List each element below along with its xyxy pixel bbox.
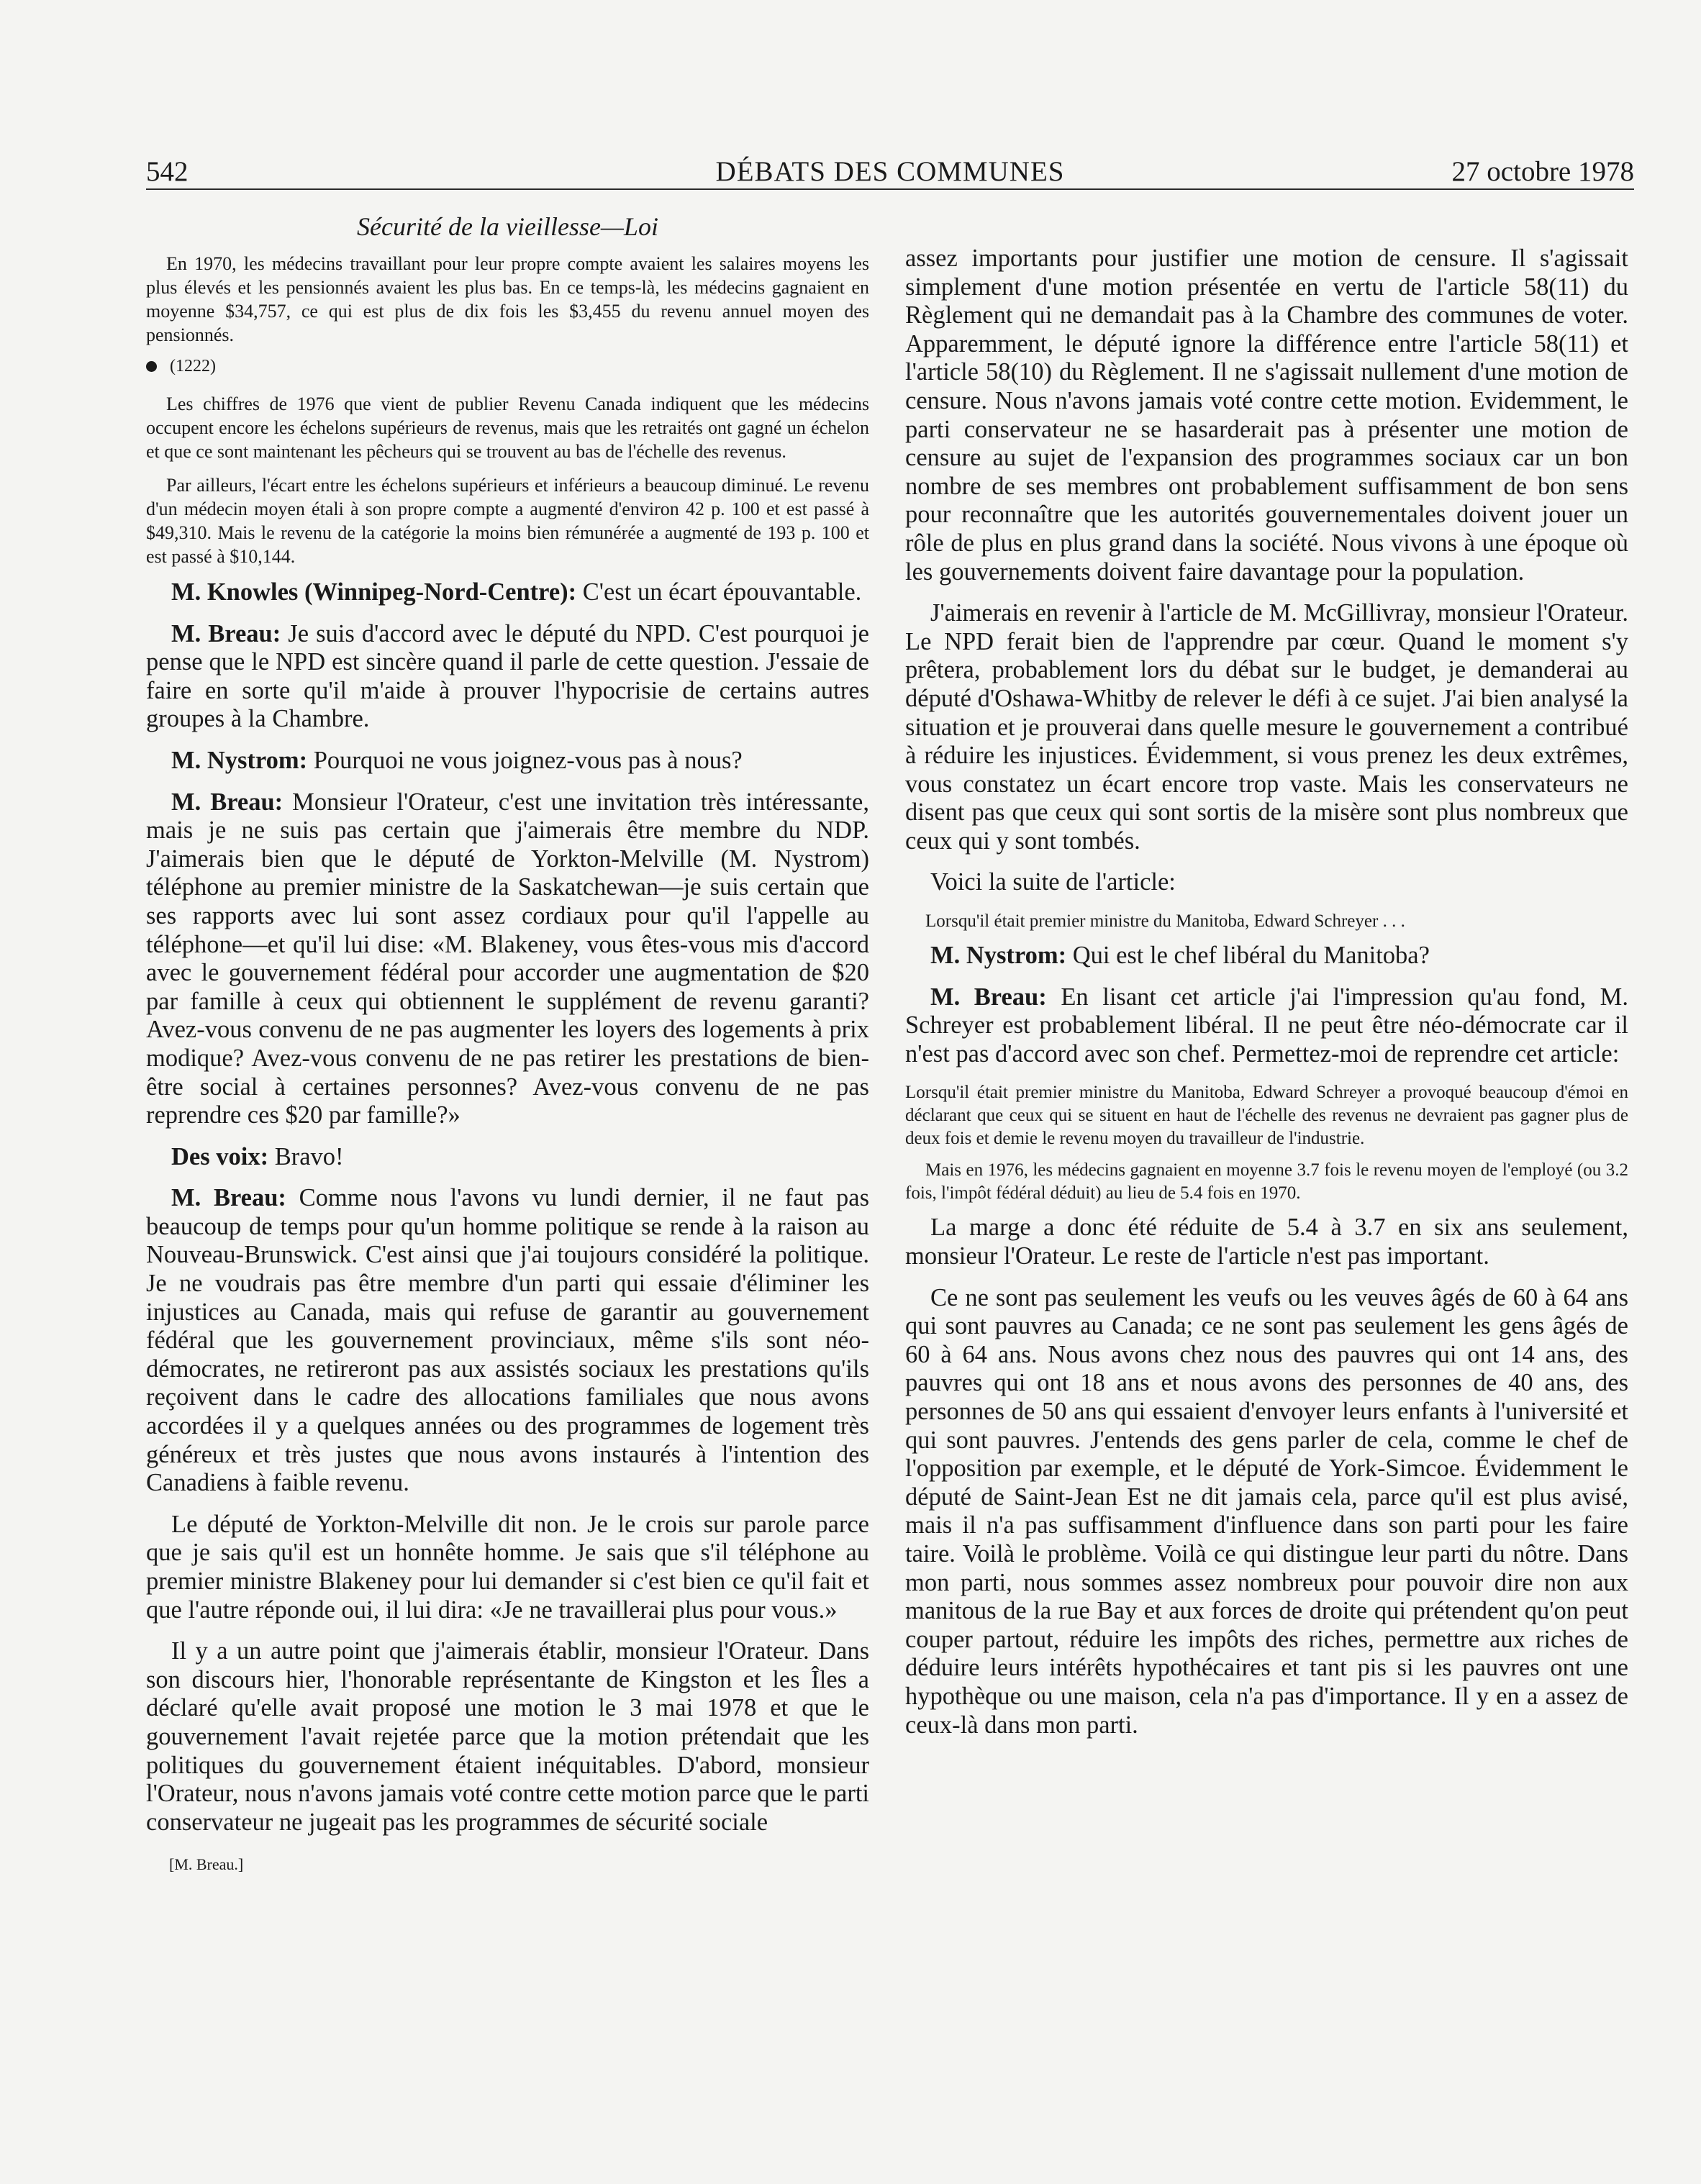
speech-paragraph xyxy=(146,788,869,1130)
quoted-paragraph: En 1970, les médecins travaillant pour leur propre compte avaient les salaires moyens les plus élevés et les pensionnés avaient les plus bas. En ce temps-là, les médecins gagnaient en moyenne $34,757, ce qui est plus de dix fois les $3,455 du revenu annuel moyen des pensionnés. xyxy=(146,253,869,345)
speech-text: En lisant cet article j'ai l'impression qu'au fond, M. Schreyer est probablement libéral. Il ne peut être néo-démocrate car il n'est pas d'accord avec son chef. Permettez-moi de reprendre cet article: xyxy=(905,983,1628,1068)
speech-text: Monsieur l'Orateur, c'est une invitation très intéressante, mais je ne suis pas certain que j'aimerais être membre du NDP. J'aimerais bien que le député de Yorkton-Melville (M. Nystrom) téléphone au premier ministre de la Saskatchewan—je suis certain que ses rapports avec lui sont assez cordiaux pour qu'il l'appelle au téléphone—et qu'il lui dise: «M. Blakeney, vous êtes-vous mis d'accord avec le gouvernement fédéral pour accorder une augmentation de $20 par famille à ceux qui obtiennent le supplément de revenu garanti? Avez-vous convenu de ne pas augmenter les loyers des logements à prix modique? Avez-vous convenu de ne pas retirer les prestations de bien-être social à certaines personnes? Avez-vous convenu de ne pas reprendre ces $20 par famille?» xyxy=(146,788,869,1129)
speech-paragraph xyxy=(905,942,1628,970)
speech-text: C'est un écart épouvantable. xyxy=(576,578,862,606)
quoted-paragraph: Lorsqu'il était premier ministre du Manitoba, Edward Schreyer . . . xyxy=(925,911,1405,932)
issue-date: 27 octobre 1978 xyxy=(1451,156,1634,187)
publication-title: DÉBATS DES COMMUNES xyxy=(715,156,1065,187)
speech-paragraph xyxy=(146,747,869,775)
speech-paragraph xyxy=(146,620,869,734)
bullet-icon xyxy=(146,361,157,372)
left-column xyxy=(146,203,869,1874)
time-marker xyxy=(146,357,869,376)
speech-paragraph: J'aimerais en revenir à l'article de M. McGillivray, monsieur l'Orateur. Le NPD ferait bien de l'apprendre par cœur. Quand le moment s'y prêtera, probablement lors du débat sur le budget, je demanderai au député d'Oshawa-Whitby de relever le défi à ce sujet. J'ai bien analysé la situation et je prouverai dans quelle mesure le gouvernement a contribué à réduire les injustices. Évidemment, si vous prenez les deux extrêmes, vous constatez un écart encore trop vaste. Mais les conservateurs ne disent pas que ceux qui sont sortis de la misère sont plus nombreux que ceux qui y sont tombés. xyxy=(905,599,1628,855)
speaker-name: M. Nystrom: xyxy=(171,746,308,774)
speaker-name: M. Breau: xyxy=(171,619,281,647)
speech-text: Comme nous l'avons vu lundi dernier, il ne faut pas beaucoup de temps pour qu'un homme politique se rende à la raison au Nouveau-Brunswick. C'est ainsi que j'ai toujours considéré la politique. Je ne voudrais pas être membre d'un parti qui essaie d'éliminer les injustices au Canada, mais qui refuse de garantir au gouvernement fédéral que les gouvernement provinciaux, même s'ils sont néo-démocrates, ne retireront pas aux assistés sociaux les prestations qu'ils reçoivent dans le cadre des allocations familiales que nous avons accordées il y a quelques années ou des programmes de logement très généreux et très justes que nous avons instaurés à l'intention des Canadiens à faible revenu. xyxy=(146,1184,869,1497)
speech-paragraph: Il y a un autre point que j'aimerais établir, monsieur l'Orateur. Dans son discours hier, l'honorable représentante de Kingston et les Îles a déclaré qu'elle avait proposé une motion le 3 mai 1978 et que le gouvernement l'avait rejetée parce que la motion prétendait que les politiques du gouvernement étaient inéquitables. D'abord, monsieur l'Orateur, nous n'avons jamais voté contre cette motion parce que le parti conservateur ne jugeait pas les programmes de sécurité sociale xyxy=(146,1637,869,1836)
speaker-name: M. Breau: xyxy=(171,1184,286,1212)
page-number: 542 xyxy=(146,156,189,187)
section-title: Sécurité de la vieillesse—Loi xyxy=(357,212,658,241)
quoted-paragraph: Mais en 1976, les médecins gagnaient en moyenne 3.7 fois le revenu moyen de l'employé (ou 3.2 fois, l'impôt fédéral déduit) au lieu de 5.4 fois en 1970. xyxy=(905,1160,1628,1204)
page-header xyxy=(146,153,1634,190)
speaker-name: Des voix: xyxy=(171,1142,269,1170)
speech-text: Pourquoi ne vous joignez-vous pas à nous? xyxy=(307,746,743,774)
speech-text: Qui est le chef libéral du Manitoba? xyxy=(1066,942,1430,970)
speech-paragraph: Le député de Yorkton-Melville dit non. Je le crois sur parole parce que je sais qu'il est un honnête homme. Je sais que s'il téléphone au premier ministre Blakeney pour lui demander si c'est bien ce qu'il fait et que l'autre réponde oui, il lui dira: «Je ne travaillerai plus pour vous.» xyxy=(146,1510,869,1624)
quoted-paragraph: Les chiffres de 1976 que vient de publier Revenu Canada indiquent que les médecins occupent encore les échelons supérieurs de revenus, mais que les retraités ont gagné un échelon et que ce sont maintenant les pêcheurs qui se trouvent au bas de l'échelle des revenus. xyxy=(146,393,869,462)
speaker-name: M. Knowles (Winnipeg-Nord-Centre): xyxy=(171,578,577,606)
speech-paragraph: Ce ne sont pas seulement les veufs ou les veuves âgés de 60 à 64 ans qui sont pauvres au Canada; ce ne sont pas seulement les gens âgés de 60 à 64 ans. Nous avons chez nous des pauvres qui ont 14 ans, des pauvres qui ont 18 ans et nous avons des personnes de 40 ans, des personnes de 50 ans qui essaient d'envoyer leurs enfants à l'université et qui sont pauvres. J'entends des gens parler de cela, comme le chef de l'opposition par exemple, et le député de York-Simcoe. Évidemment le député de Saint-Jean Est ne dit jamais cela, parce qu'il est plus avisé, mais il n'a pas suffisamment d'influence dans son parti pour les faire taire. Voilà le problème. Voilà ce qui distingue leur parti du nôtre. Dans mon parti, nous sommes assez nombreux pour pouvoir dire non aux manitous de la rue Bay et aux forces de droite qui prétendent qu'on peut couper partout, réduire les impôts des riches, permettre aux riches de déduire leurs intérêts hypothécaires et tant pis si les pauvres ont une hypothèque ou une maison, cela n'a pas d'importance. Il y en a assez de ceux-là dans mon parti. xyxy=(905,1283,1628,1739)
speaker-footnote: [M. Breau.] xyxy=(169,1855,244,1874)
quoted-paragraph: Par ailleurs, l'écart entre les échelons supérieurs et inférieurs a beaucoup diminué. Le revenu d'un médecin moyen étali à son propre compte a augmenté d'environ 42 p. 100 et est passé à $49,310. Mais le revenu de la catégorie la moins bien rémunérée a augmenté de 193 p. 100 et est passé à $10,144. xyxy=(146,475,869,567)
time-marker-label: (1222) xyxy=(170,357,216,376)
right-column xyxy=(905,245,1628,1752)
quoted-paragraph: Lorsqu'il était premier ministre du Manitoba, Edward Schreyer a provoqué beaucoup d'émoi en déclarant que ceux qui se situent en haut de l'échelle des revenus ne devraient pas gagner plus de deux fois et demie le revenu moyen du travailleur de l'industrie. xyxy=(905,1083,1628,1149)
speech-paragraph xyxy=(146,1184,869,1498)
speech-paragraph xyxy=(146,578,869,607)
speech-text: Bravo! xyxy=(268,1142,344,1170)
speaker-name: M. Breau: xyxy=(171,788,284,816)
speech-paragraph xyxy=(146,1143,869,1172)
speech-paragraph xyxy=(905,983,1628,1069)
speaker-name: M. Breau: xyxy=(930,983,1047,1011)
speech-text: Je suis d'accord avec le député du NPD. C'est pourquoi je pense que le NPD est sincère quand il parle de cette question. J'essaie de faire en sorte qu'il m'aide à prouver l'hypocrisie de certains autres groupes à la Chambre. xyxy=(146,619,869,733)
speech-paragraph: Voici la suite de l'article: xyxy=(930,868,1176,896)
speech-paragraph: assez importants pour justifier une motion de censure. Il s'agissait simplement d'une motion présentée en vertu de l'article 58(11) du Règlement qui ne demandait pas à la Chambre des communes de voter. Apparemment, le député ignore la différence entre l'article 58(11) et l'article 58(10) du Règlement. Il ne s'agissait nullement d'une motion de censure. Nous n'avons jamais voté contre cette motion. Evidemment, le parti conservateur ne se hasarderait pas à présenter une motion de censure au sujet de l'expansion des programmes sociaux car un bon nombre de ses membres ont probablement suffisamment de bon sens pour reconnaître que les autorités gouvernementales doivent jouer un rôle de plus en plus grand dans la société. Nous vivons à une époque où les gouvernements doivent faire davantage pour la population. xyxy=(905,245,1628,586)
speech-paragraph: La marge a donc été réduite de 5.4 à 3.7 en six ans seulement, monsieur l'Orateur. Le reste de l'article n'est pas important. xyxy=(905,1214,1628,1270)
speaker-name: M. Nystrom: xyxy=(930,942,1067,970)
